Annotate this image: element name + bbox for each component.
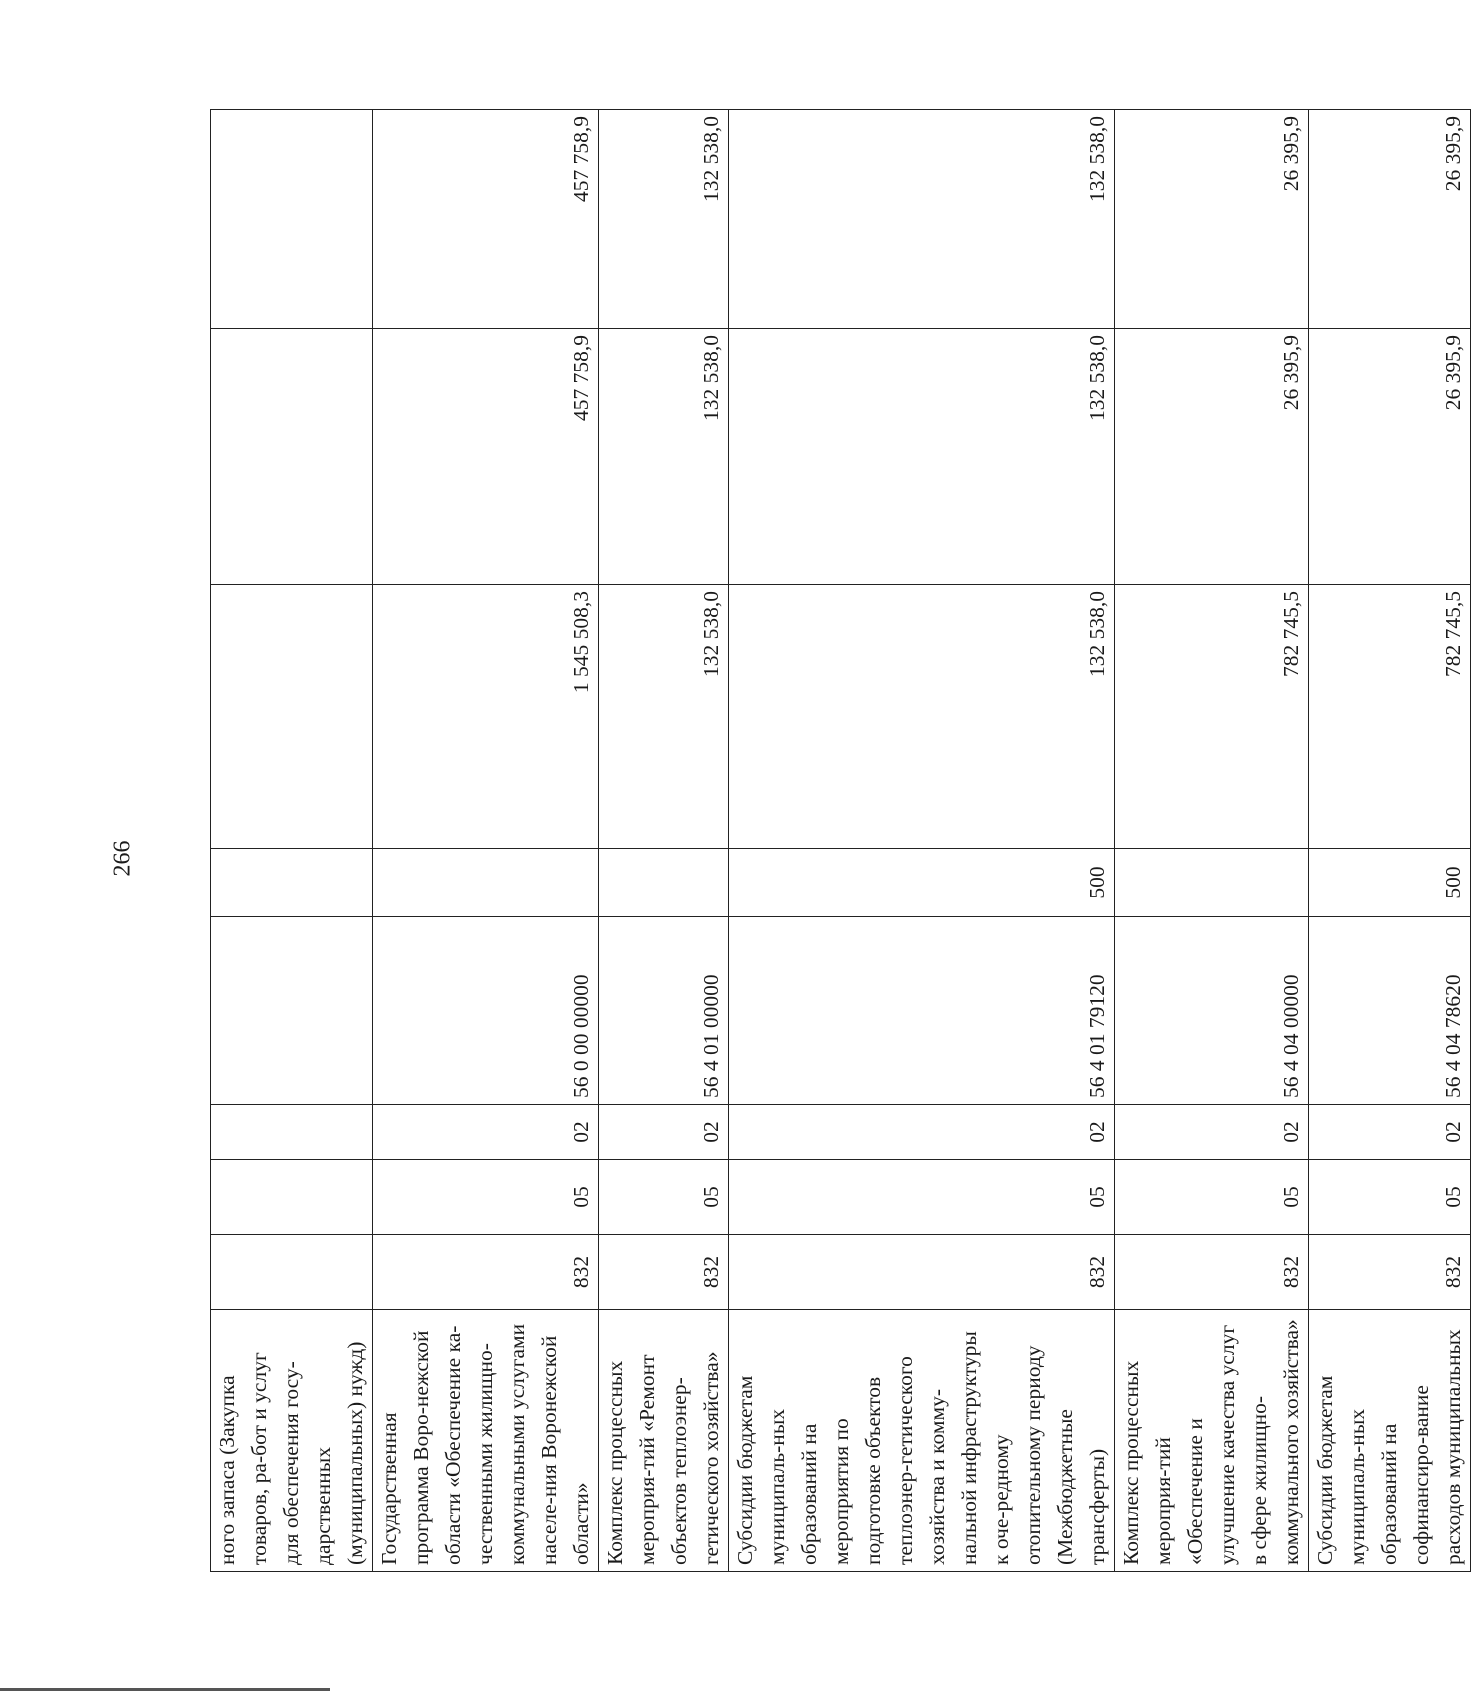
cell-expense-type — [373, 849, 599, 917]
cell-name: Государственная программа Воро-нежской области «Обеспечение ка-чественными жилищно-коммунальными услугами населе-ния Воронежской области» — [373, 1310, 599, 1572]
cell-expense-type — [211, 849, 373, 917]
budget-table — [210, 109, 1471, 1572]
cell-sum-2: 26 395,9 — [1115, 329, 1309, 585]
cell-section — [211, 1160, 373, 1235]
scan-edge-rule — [0, 1688, 330, 1691]
cell-sum-3: 132 538,0 — [599, 110, 729, 329]
cell-expense-type: 500 — [1309, 849, 1471, 917]
cell-name: Субсидии бюджетам муниципаль-ных образований на софинансиро-вание расходов муниципальных — [1309, 1310, 1471, 1572]
cell-subsection: 02 — [373, 1105, 599, 1160]
table-row — [373, 110, 599, 1572]
table-row — [1309, 110, 1471, 1572]
cell-section: 05 — [1309, 1160, 1471, 1235]
cell-name: Комплекс процессных мероприя-тий «Ремонт объектов теплоэнер-гетического хозяйства» — [599, 1310, 729, 1572]
cell-subsection: 02 — [1309, 1105, 1471, 1160]
cell-subsection: 02 — [599, 1105, 729, 1160]
cell-name: Комплекс процессных мероприя-тий «Обеспечение и улучшение качества услуг в сфере жилищно-коммунального хозяйства» — [1115, 1310, 1309, 1572]
cell-ministry: 832 — [1309, 1235, 1471, 1310]
table-row — [1115, 110, 1309, 1572]
cell-sum-2: 132 538,0 — [599, 329, 729, 585]
cell-sum-2: 457 758,9 — [373, 329, 599, 585]
page-number-text: 266 — [109, 840, 136, 876]
cell-ministry — [211, 1235, 373, 1310]
cell-target-article: 56 4 04 78620 — [1309, 917, 1471, 1105]
cell-section: 05 — [373, 1160, 599, 1235]
page-number — [108, 838, 138, 878]
cell-target-article: 56 4 01 79120 — [729, 917, 1115, 1105]
cell-sum-3: 26 395,9 — [1115, 110, 1309, 329]
cell-section: 05 — [599, 1160, 729, 1235]
cell-sum-1: 782 745,5 — [1309, 585, 1471, 849]
cell-sum-1: 132 538,0 — [729, 585, 1115, 849]
table-row — [599, 110, 729, 1572]
cell-sum-3: 457 758,9 — [373, 110, 599, 329]
cell-target-article — [211, 917, 373, 1105]
cell-section: 05 — [1115, 1160, 1309, 1235]
cell-sum-1: 132 538,0 — [599, 585, 729, 849]
cell-name: ного запаса (Закупка товаров, ра-бот и услуг для обеспечения госу-дарственных (муниципальных) нужд) — [211, 1310, 373, 1572]
cell-subsection: 02 — [729, 1105, 1115, 1160]
cell-sum-2: 132 538,0 — [729, 329, 1115, 585]
table-row — [729, 110, 1115, 1572]
cell-target-article: 56 4 01 00000 — [599, 917, 729, 1105]
cell-section: 05 — [729, 1160, 1115, 1235]
cell-sum-3: 132 538,0 — [729, 110, 1115, 329]
cell-ministry: 832 — [599, 1235, 729, 1310]
cell-expense-type — [599, 849, 729, 917]
cell-subsection: 02 — [1115, 1105, 1309, 1160]
cell-expense-type — [1115, 849, 1309, 917]
cell-target-article: 56 4 04 00000 — [1115, 917, 1309, 1105]
cell-ministry: 832 — [1115, 1235, 1309, 1310]
cell-ministry: 832 — [729, 1235, 1115, 1310]
cell-sum-3 — [211, 110, 373, 329]
cell-subsection — [211, 1105, 373, 1160]
cell-sum-1 — [211, 585, 373, 849]
table-body — [211, 110, 1471, 1572]
cell-sum-1: 782 745,5 — [1115, 585, 1309, 849]
cell-sum-2 — [211, 329, 373, 585]
cell-target-article: 56 0 00 00000 — [373, 917, 599, 1105]
table-rotated-container — [210, 110, 1465, 1572]
cell-sum-1: 1 545 508,3 — [373, 585, 599, 849]
cell-sum-2: 26 395,9 — [1309, 329, 1471, 585]
cell-ministry: 832 — [373, 1235, 599, 1310]
table-row — [211, 110, 373, 1572]
cell-sum-3: 26 395,9 — [1309, 110, 1471, 329]
cell-expense-type: 500 — [729, 849, 1115, 917]
cell-name: Субсидии бюджетам муниципаль-ных образований на мероприятия по подготовке объектов теплоэнер-гетического хозяйства и комму-нальной инфраструктуры к оче-редному отопительному периоду (Межбюджетные трансферты) — [729, 1310, 1115, 1572]
